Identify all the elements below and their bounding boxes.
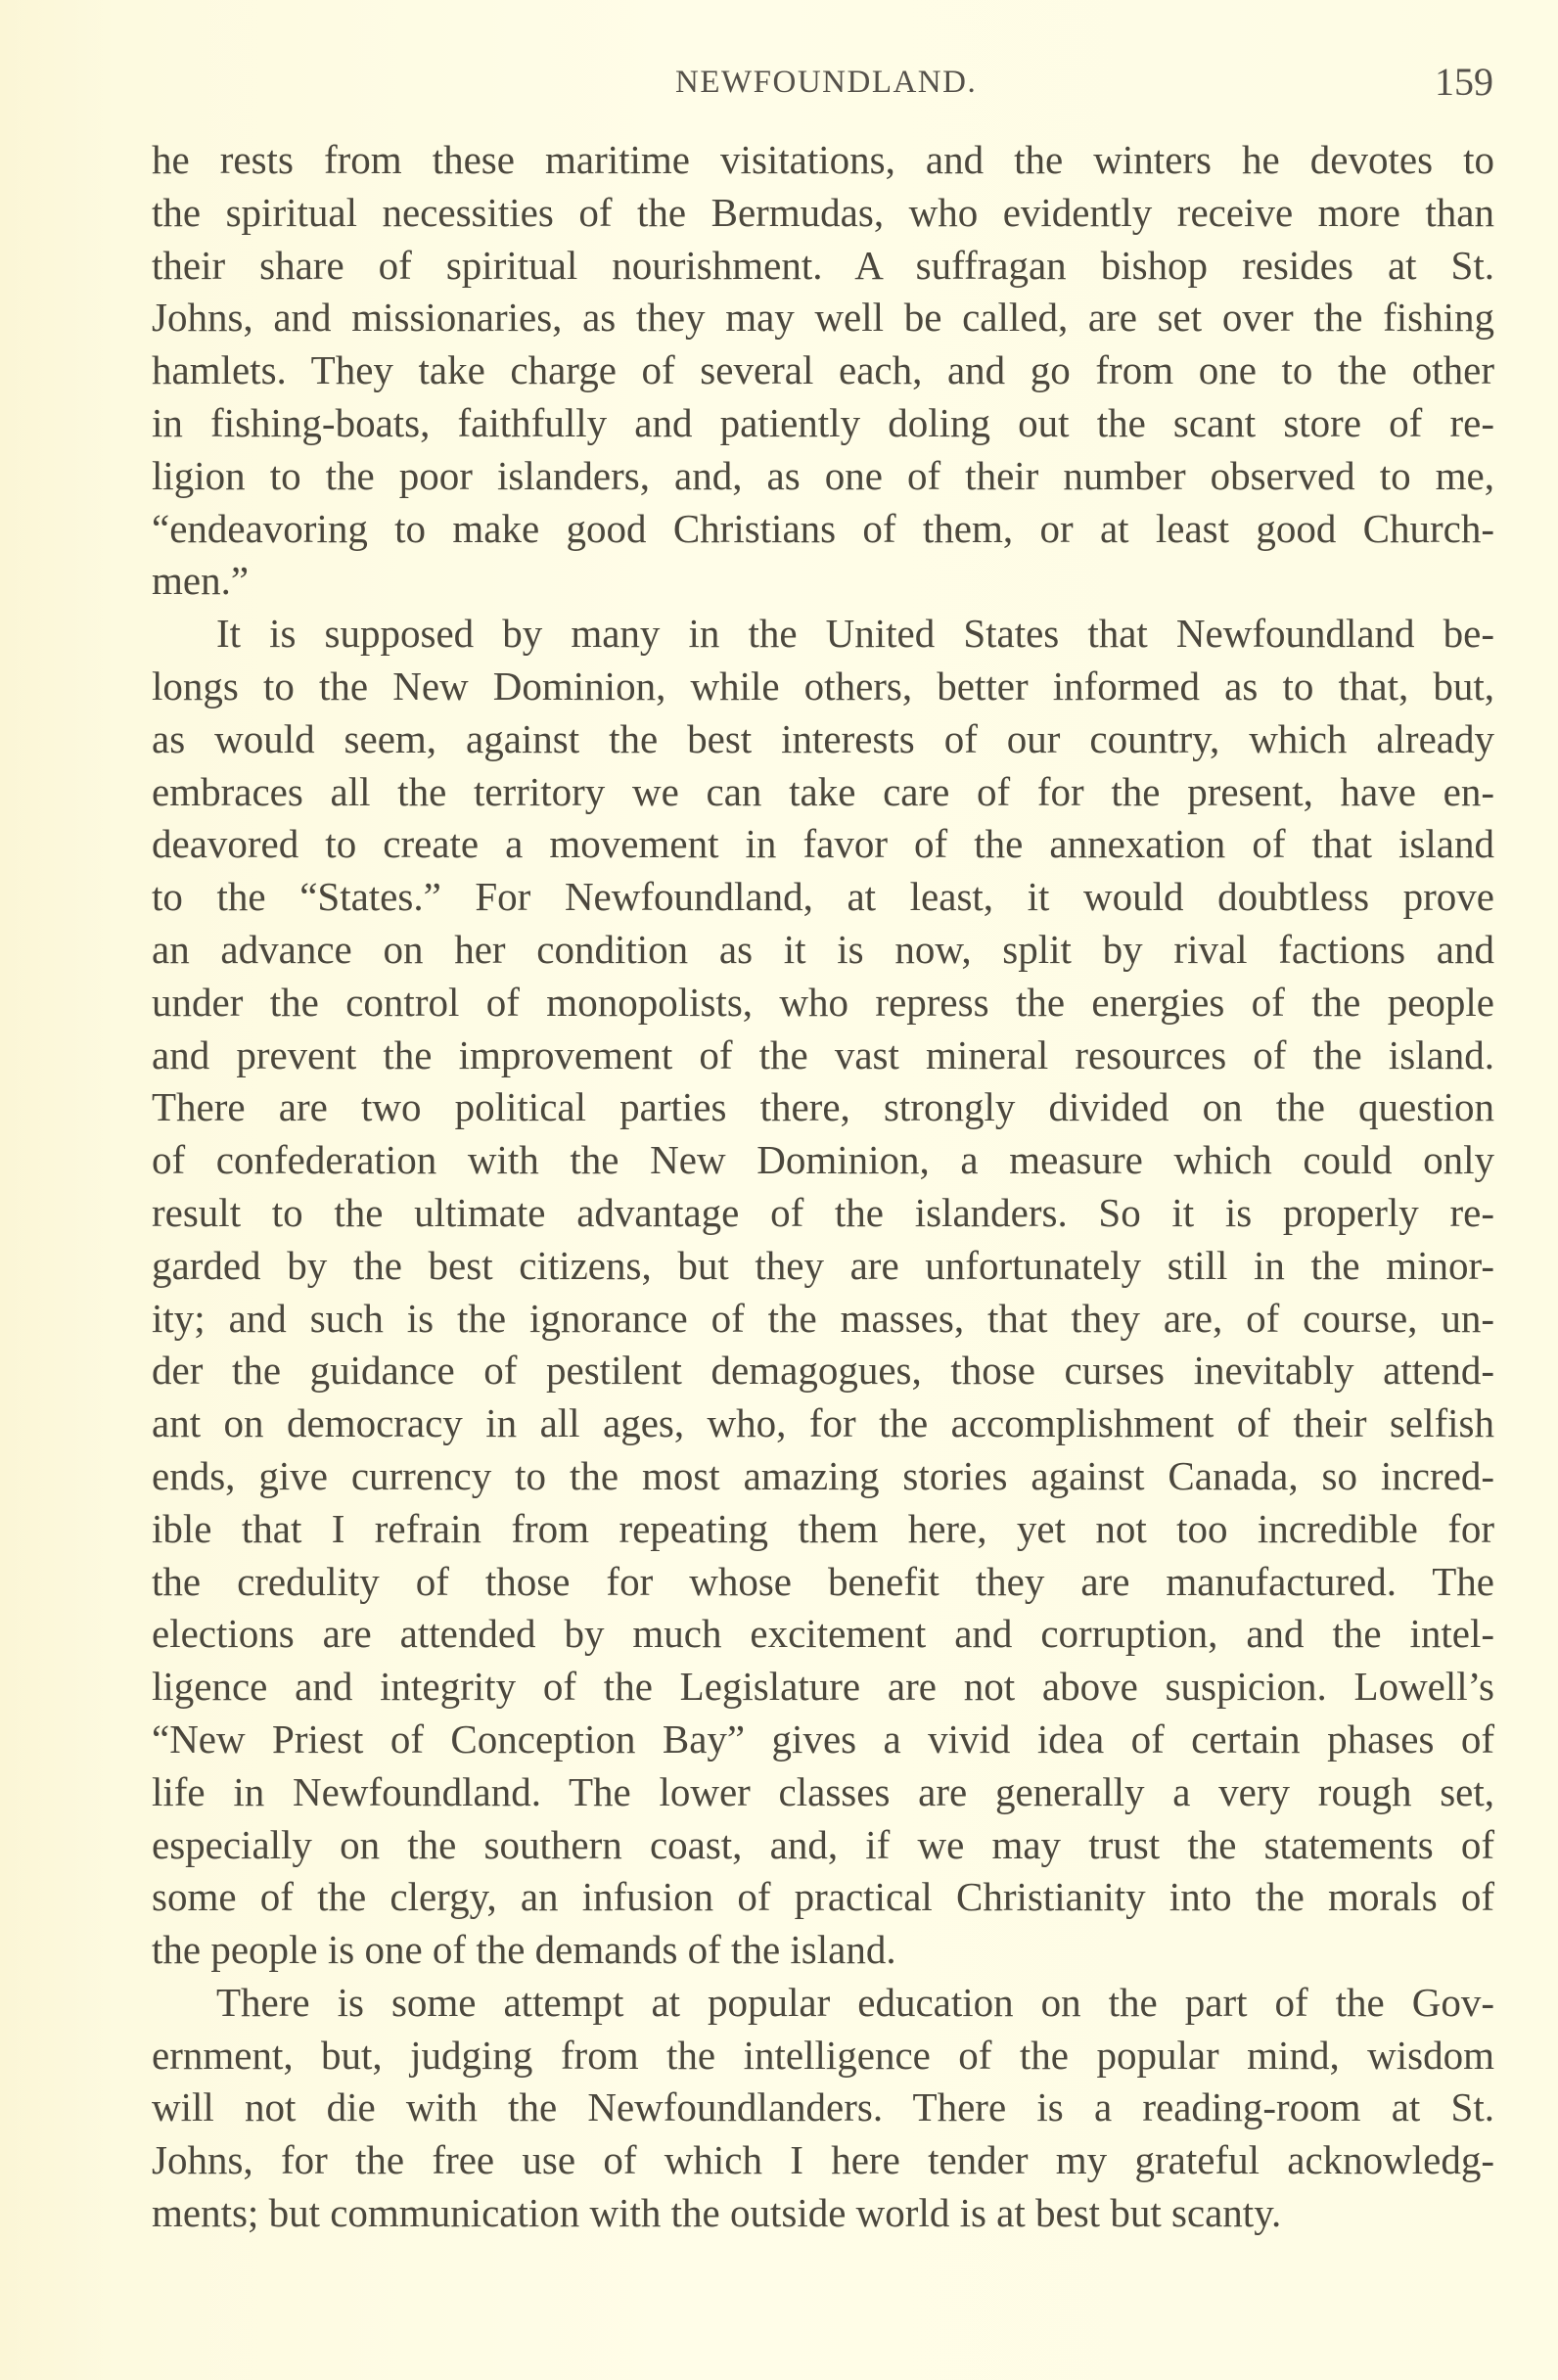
- text-line: of confederation with the New Dominion, a measure which could only: [152, 1137, 1494, 1183]
- text-line: elections are attended by much excitement and corruption, and the intel-: [152, 1611, 1494, 1657]
- text-line: There are two political parties there, strongly divided on the question: [152, 1084, 1494, 1130]
- text-line: hamlets. They take charge of several each, and go from one to the other: [152, 347, 1494, 393]
- text-line: and prevent the improvement of the vast mineral resources of the island.: [152, 1031, 1494, 1077]
- text-line: It is supposed by many in the United States that Newfoundland be-: [216, 611, 1494, 657]
- text-line: ligence and integrity of the Legislature are not above suspicion. Lowell’s: [152, 1664, 1494, 1710]
- text-line: he rests from these maritime visitations, and the winters he devotes to: [152, 137, 1494, 182]
- text-line: deavored to create a movement in favor of the annexation of that island: [152, 821, 1494, 867]
- text-line: “endeavoring to make good Christians of them, or at least good Church-: [152, 505, 1494, 551]
- text-line: under the control of monopolists, who repress the energies of the people: [152, 979, 1494, 1025]
- body-text: [152, 134, 1494, 2240]
- running-title: NEWFOUNDLAND.: [675, 65, 978, 100]
- text-line: ant on democracy in all ages, who, for the accomplishment of their selfish: [152, 1400, 1494, 1446]
- running-head: [0, 61, 1558, 104]
- text-line: der the guidance of pestilent demagogues, those curses inevitably attend-: [152, 1348, 1494, 1394]
- text-line: especially on the southern coast, and, if we may trust the statements of: [152, 1821, 1494, 1867]
- text-line: ernment, but, judging from the intelligence of the popular mind, wisdom: [152, 2032, 1494, 2078]
- text-line: Johns, for the free use of which I here tender my grateful acknowledg-: [152, 2137, 1494, 2183]
- text-line: an advance on her condition as it is now, split by rival factions and: [152, 926, 1494, 972]
- text-line: some of the clergy, an infusion of practical Christianity into the morals of: [152, 1874, 1494, 1920]
- text-line: in fishing-boats, faithfully and patiently doling out the scant store of re-: [152, 399, 1494, 445]
- text-line: garded by the best citizens, but they are unfortunately still in the minor-: [152, 1242, 1494, 1288]
- text-line: “New Priest of Conception Bay” gives a vivid idea of certain phases of: [152, 1716, 1494, 1762]
- text-line: men.”: [152, 558, 250, 604]
- text-line: There is some attempt at popular education on the part of the Gov-: [216, 1979, 1494, 2025]
- text-line: embraces all the territory we can take care of for the present, have en-: [152, 768, 1494, 814]
- page-number: 159: [1435, 60, 1493, 104]
- text-line: their share of spiritual nourishment. A suffragan bishop resides at St.: [152, 242, 1494, 288]
- text-line: longs to the New Dominion, while others, better informed as to that, but,: [152, 663, 1494, 709]
- paragraph: [152, 134, 1494, 608]
- text-line: ends, give currency to the most amazing stories against Canada, so incred-: [152, 1452, 1494, 1498]
- text-line: will not die with the Newfoundlanders. There is a reading-room at St.: [152, 2084, 1494, 2130]
- text-line: the spiritual necessities of the Bermudas, who evidently receive more than: [152, 189, 1494, 235]
- paragraph: [152, 1977, 1494, 2240]
- text-line: the people is one of the demands of the island.: [152, 1927, 896, 1973]
- text-line: ligion to the poor islanders, and, as one of their number observed to me,: [152, 452, 1494, 498]
- text-line: ments; but communication with the outside world is at best but scanty.: [152, 2190, 1282, 2236]
- text-line: ible that I refrain from repeating them here, yet not too incredible for: [152, 1505, 1494, 1551]
- text-line: as would seem, against the best interests of our country, which already: [152, 715, 1494, 761]
- text-line: result to the ultimate advantage of the islanders. So it is properly re-: [152, 1189, 1494, 1235]
- paragraph: [152, 608, 1494, 1977]
- text-line: to the “States.” For Newfoundland, at least, it would doubtless prove: [152, 874, 1494, 920]
- text-line: life in Newfoundland. The lower classes are generally a very rough set,: [152, 1768, 1494, 1814]
- text-line: ity; and such is the ignorance of the masses, that they are, of course, un-: [152, 1295, 1494, 1341]
- text-line: the credulity of those for whose benefit they are manufactured. The: [152, 1558, 1494, 1604]
- text-line: Johns, and missionaries, as they may well be called, are set over the fishing: [152, 295, 1494, 341]
